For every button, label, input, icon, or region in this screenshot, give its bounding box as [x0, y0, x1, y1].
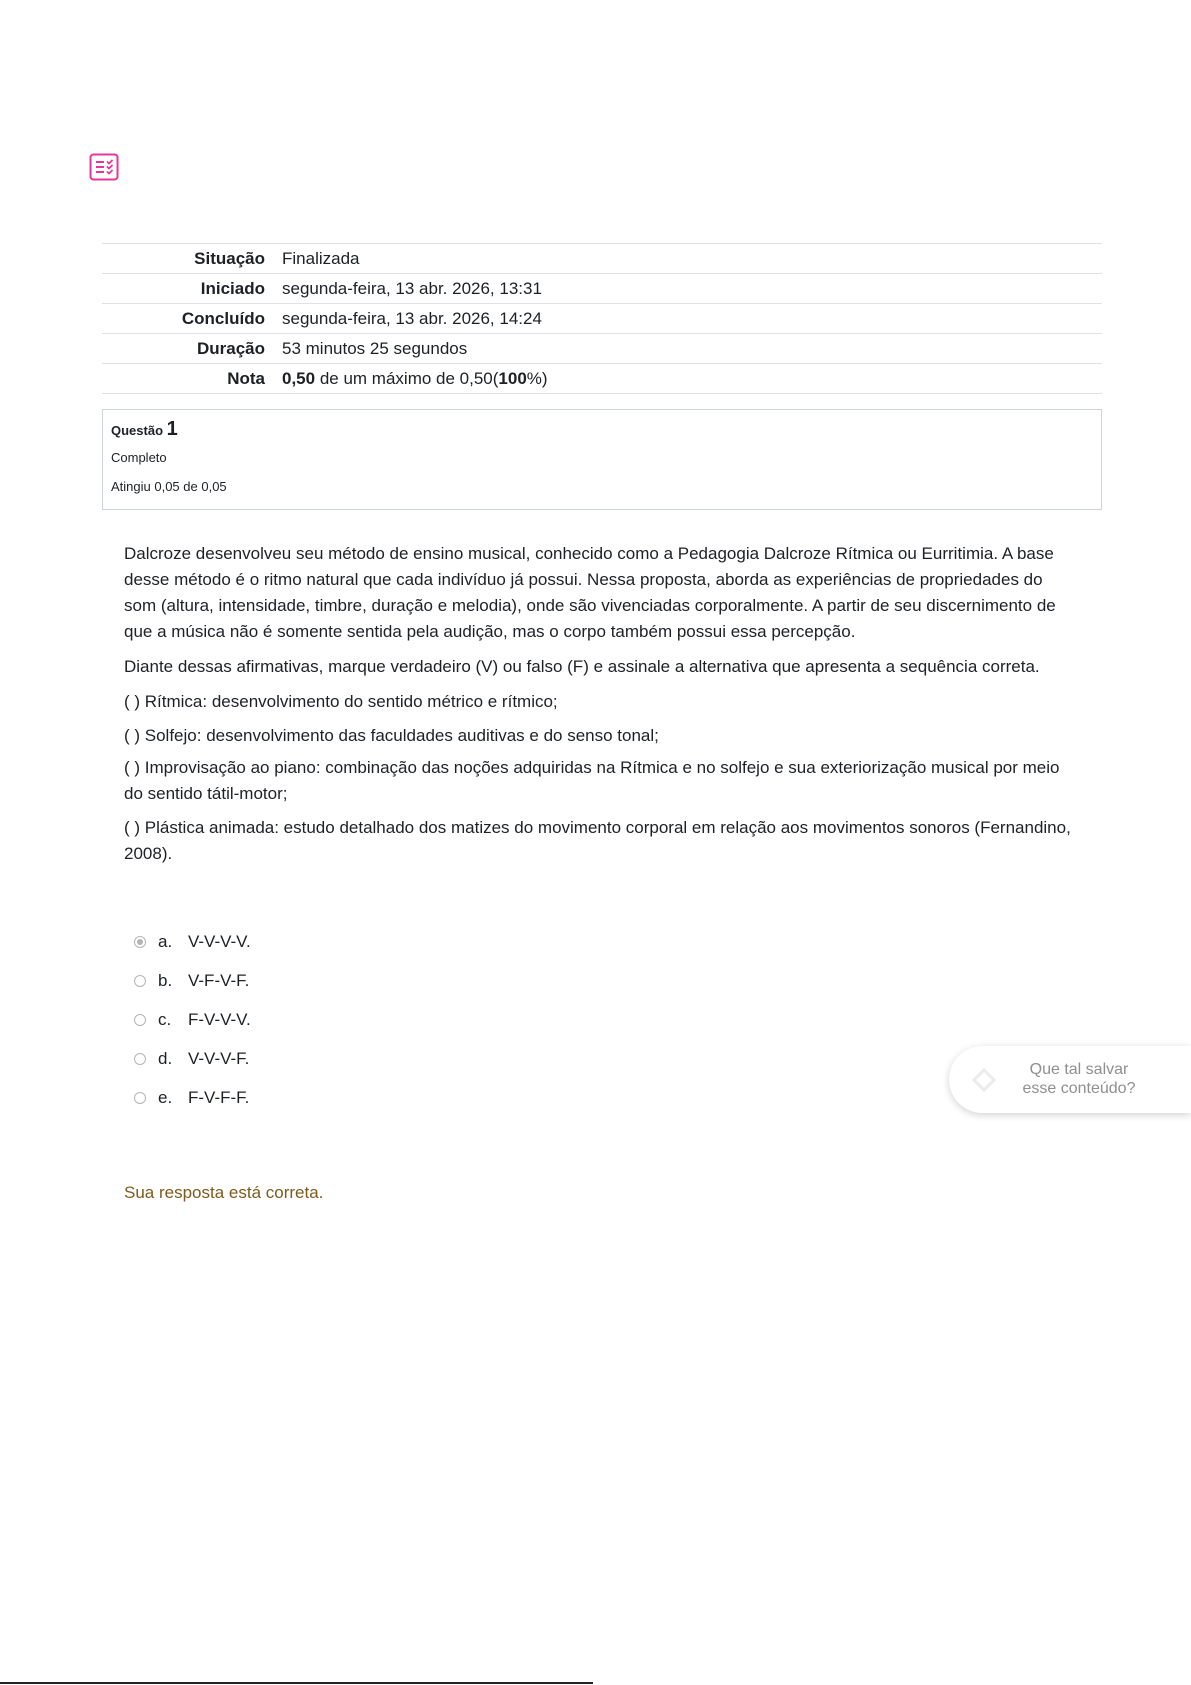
summary-value: segunda-feira, 13 abr. 2026, 14:24 — [282, 308, 542, 328]
question-number-value: 1 — [166, 418, 178, 440]
summary-value: segunda-feira, 13 abr. 2026, 13:31 — [282, 278, 542, 298]
answer-text: V-V-V-V. — [188, 932, 251, 951]
answer-option-e[interactable] — [134, 1088, 251, 1127]
answer-option-d[interactable] — [134, 1049, 251, 1088]
bookmark-icon — [971, 1067, 997, 1093]
summary-row-completed — [102, 304, 1102, 334]
grade-score: 0,50 — [282, 368, 316, 388]
answer-text: V-F-V-F. — [188, 971, 250, 990]
summary-value — [282, 364, 1102, 394]
quiz-list-icon — [89, 153, 119, 181]
summary-label: Nota — [227, 368, 265, 388]
answer-text: V-V-V-F. — [188, 1049, 250, 1068]
question-paragraph: Dalcroze desenvolveu seu método de ensino musical, conhecido como a Pedagogia Dalcroze Rítmica ou Eurritimia. A base desse método é o ritmo natural que cada indivíduo já possui. Nessa proposta, aborda as experiências de propriedades do som (altura, intensidade, timbre, duração e melodia), onde são vivenciadas corporalmente. A partir de seu discernimento de que a música não é somente sentida pela audição, mas o corpo também possui essa percepção. — [124, 544, 1056, 641]
question-number — [111, 418, 1093, 441]
bottom-divider — [0, 1682, 593, 1684]
question-statement: ( ) Rítmica: desenvolvimento do sentido métrico e rítmico; — [124, 692, 558, 711]
answer-feedback: Sua resposta está correta. — [124, 1183, 324, 1202]
summary-value: Finalizada — [282, 248, 360, 268]
summary-label: Duração — [196, 338, 265, 358]
save-content-text — [1009, 1060, 1149, 1098]
question-paragraph: Diante dessas afirmativas, marque verdadeiro (V) ou falso (F) e assinale a alternativa que apresenta a sequência correta. — [124, 657, 1040, 676]
question-statement: ( ) Solfejo: desenvolvimento das faculdades auditivas e do senso tonal; — [124, 726, 659, 745]
answer-letter: b. — [158, 971, 173, 990]
radio-button[interactable] — [134, 936, 146, 948]
summary-row-status — [102, 244, 1102, 274]
answer-letter: a. — [158, 932, 173, 951]
grade-suffix: %) — [526, 368, 548, 388]
answer-text: F-V-F-F. — [188, 1088, 250, 1107]
answer-letter: e. — [158, 1088, 173, 1107]
question-statement: ( ) Plástica animada: estudo detalhado dos matizes do movimento corporal em relação aos movimentos sonoros (Fernandino, 2008). — [124, 818, 1071, 863]
answer-option-a[interactable] — [134, 932, 251, 971]
radio-button[interactable] — [134, 1053, 146, 1065]
answer-letter: d. — [158, 1049, 173, 1068]
grade-middle: de um máximo de 0,50( — [319, 368, 499, 388]
radio-button[interactable] — [134, 975, 146, 987]
summary-row-grade — [102, 364, 1102, 394]
question-grade: Atingiu 0,05 de 0,05 — [111, 479, 227, 494]
answer-text: F-V-V-V. — [188, 1010, 251, 1029]
question-state: Completo — [111, 450, 167, 465]
answer-option-c[interactable] — [134, 1010, 251, 1049]
answer-options — [134, 932, 251, 1127]
summary-label: Concluído — [181, 308, 265, 328]
radio-button[interactable] — [134, 1092, 146, 1104]
summary-row-duration — [102, 334, 1102, 364]
summary-row-started — [102, 274, 1102, 304]
save-line-2: esse conteúdo? — [1022, 1080, 1136, 1097]
summary-label: Iniciado — [200, 278, 265, 298]
answer-option-b[interactable] — [134, 971, 251, 1010]
save-line-1: Que tal salvar — [1029, 1061, 1129, 1078]
question-statement: ( ) Improvisação ao piano: combinação das noções adquiridas na Rítmica e no solfejo e sua exteriorização musical por meio do sentido tátil-motor; — [124, 758, 1060, 803]
question-info-box — [102, 409, 1102, 510]
summary-value: 53 minutos 25 segundos — [282, 338, 468, 358]
grade-percent: 100 — [498, 368, 527, 388]
save-content-widget[interactable] — [949, 1046, 1191, 1113]
summary-label: Situação — [194, 248, 265, 268]
question-text — [124, 541, 1074, 876]
attempt-summary-table — [102, 243, 1102, 394]
radio-button[interactable] — [134, 1014, 146, 1026]
question-label: Questão — [111, 423, 164, 438]
answer-letter: c. — [158, 1010, 172, 1029]
